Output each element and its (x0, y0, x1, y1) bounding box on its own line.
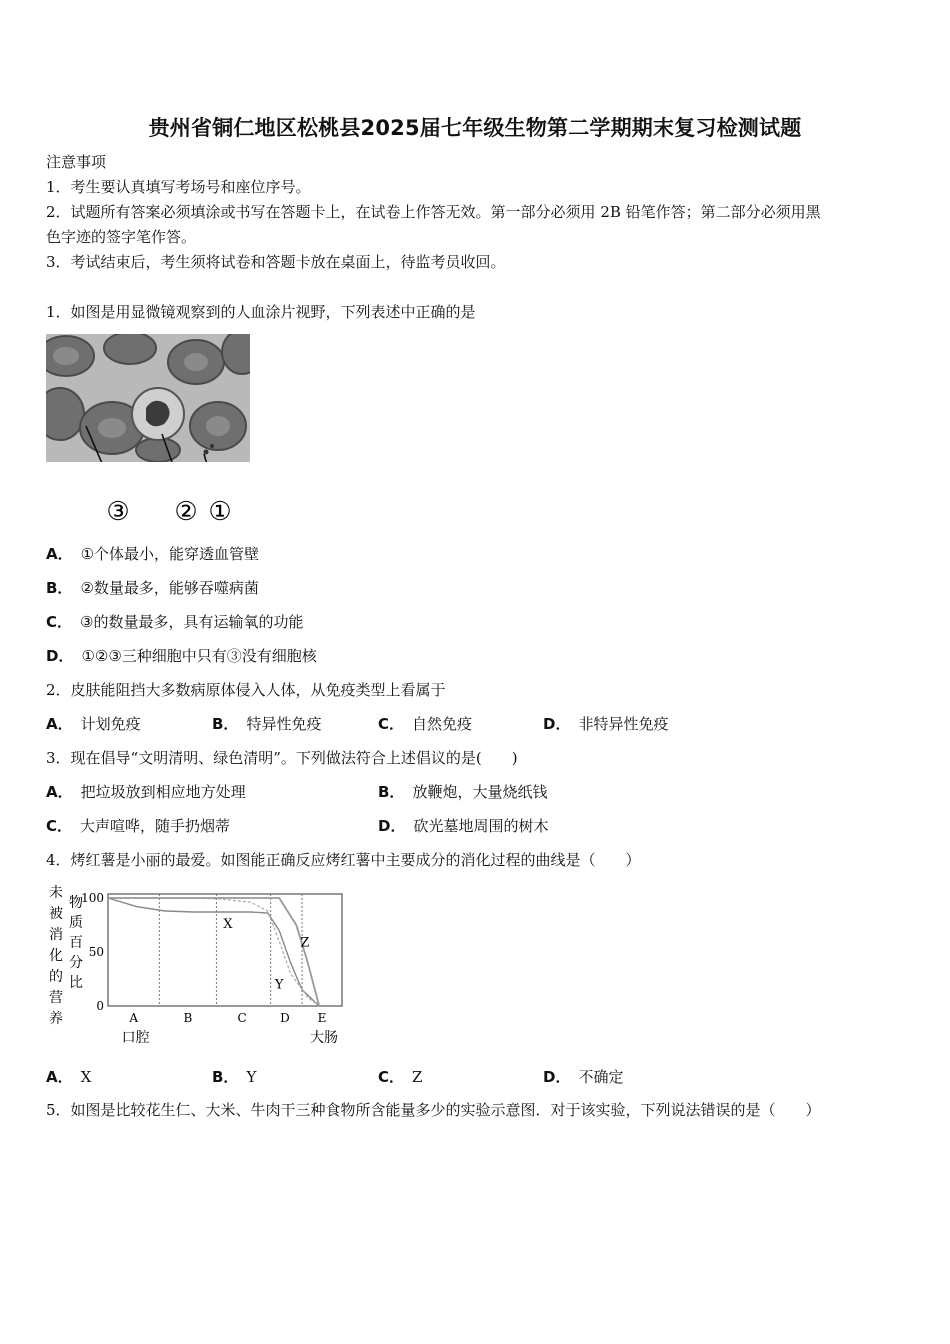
x-tick-note: 大肠 (310, 1030, 339, 1046)
ylabel-left-char: 营 (49, 990, 63, 1006)
notice-item: 2．试题所有答案必须填涂或书写在答题卡上，在试卷上作答无效。第一部分必须用 2B 铅笔作答；第二部分必须用黑 (46, 203, 821, 221)
question-2-option: C． 自然免疫 (378, 715, 473, 733)
question-2-option: D． 非特异性免疫 (543, 715, 669, 733)
blood-smear-figure (46, 334, 250, 524)
notice-item: 色字迹的签字笔作答。 (46, 228, 197, 246)
question-1-option: C． ③的数量最多，具有运输氧的功能 (46, 613, 304, 631)
ylabel-inner-char: 比 (69, 975, 83, 991)
x-tick-note: 口腔 (121, 1030, 150, 1046)
question-2-option: A． 计划免疫 (46, 715, 141, 733)
question-2-option: B． 特异性免疫 (212, 715, 322, 733)
question-4-option: A． X (46, 1068, 92, 1086)
ylabel-inner-char: 百 (69, 935, 83, 951)
ylabel-left-char: 消 (49, 927, 63, 943)
curve-label-z: Z (300, 935, 310, 951)
ylabel-left-char: 的 (49, 969, 63, 985)
question-2-stem: 2．皮肤能阻挡大多数病原体侵入人体，从免疫类型上看属于 (46, 681, 446, 699)
y-tick-label: 0 (96, 999, 104, 1013)
y-tick-label: 50 (88, 945, 104, 959)
question-1-stem: 1．如图是用显微镜观察到的人血涂片视野，下列表述中正确的是 (46, 303, 476, 321)
question-1-option: B． ②数量最多，能够吞噬病菌 (46, 579, 259, 597)
ylabel-inner-char: 质 (69, 915, 83, 931)
x-tick-label: C (237, 1011, 247, 1025)
page-title: 贵州省铜仁地区松桃县2025届七年级生物第二学期期末复习检测试题 (148, 116, 802, 140)
digestion-curve-chart (46, 880, 346, 1050)
ylabel-inner-char: 分 (69, 955, 83, 971)
question-3-option: D． 砍光墓地周围的树木 (378, 817, 549, 835)
ylabel-left-char: 未 (49, 885, 63, 901)
notice-item: 1．考生要认真填写考场号和座位序号。 (46, 178, 311, 196)
question-1-option: D． ①②③三种细胞中只有③没有细胞核 (46, 647, 317, 665)
y-tick-label: 100 (81, 891, 104, 905)
notice-item: 3．考试结束后，考生须将试卷和答题卡放在桌面上，待监考员收回。 (46, 253, 506, 271)
figure-label-2: ② (174, 497, 198, 524)
question-4-stem: 4．烤红薯是小丽的最爱。如图能正确反应烤红薯中主要成分的消化过程的曲线是（ ） (46, 851, 641, 869)
question-4-option: B． Y (212, 1068, 257, 1086)
x-tick-label: E (317, 1011, 327, 1025)
chart-ylabel-inner (69, 894, 83, 991)
curve-label-x: X (223, 917, 233, 933)
question-4-option: C． Z (378, 1068, 423, 1086)
x-tick-label: A (129, 1011, 139, 1025)
x-tick-label: D (280, 1011, 290, 1025)
curve-x (108, 898, 319, 1006)
figure-label-1: ① (208, 497, 232, 524)
question-3-option: A． 把垃圾放到相应地方处理 (46, 783, 246, 801)
question-3-stem: 3．现在倡导“文明清明、绿色清明”。下列做法符合上述倡议的是( ) (46, 749, 518, 767)
ylabel-left-char: 养 (49, 1011, 63, 1027)
figure-label-3: ③ (106, 497, 130, 524)
chart-ylabel-left (49, 884, 63, 1027)
ylabel-left-char: 被 (49, 906, 63, 922)
question-1-option: A． ①个体最小，能穿透血管壁 (46, 545, 260, 563)
question-4-option: D． 不确定 (543, 1068, 624, 1086)
question-3-option: C． 大声喧哗，随手扔烟蒂 (46, 817, 231, 835)
ylabel-left-char: 化 (49, 948, 63, 964)
x-tick-label: B (183, 1011, 193, 1025)
question-5-stem: 5．如图是比较花生仁、大米、牛肉干三种食物所含能量多少的实验示意图．对于该实验，下列说法错误的是（ ） (46, 1101, 821, 1119)
notice-heading: 注意事项 (46, 153, 107, 171)
ylabel-inner-char: 物 (69, 895, 83, 911)
curve-label-y: Y (274, 977, 284, 993)
question-3-option: B． 放鞭炮，大量烧纸钱 (378, 783, 548, 801)
